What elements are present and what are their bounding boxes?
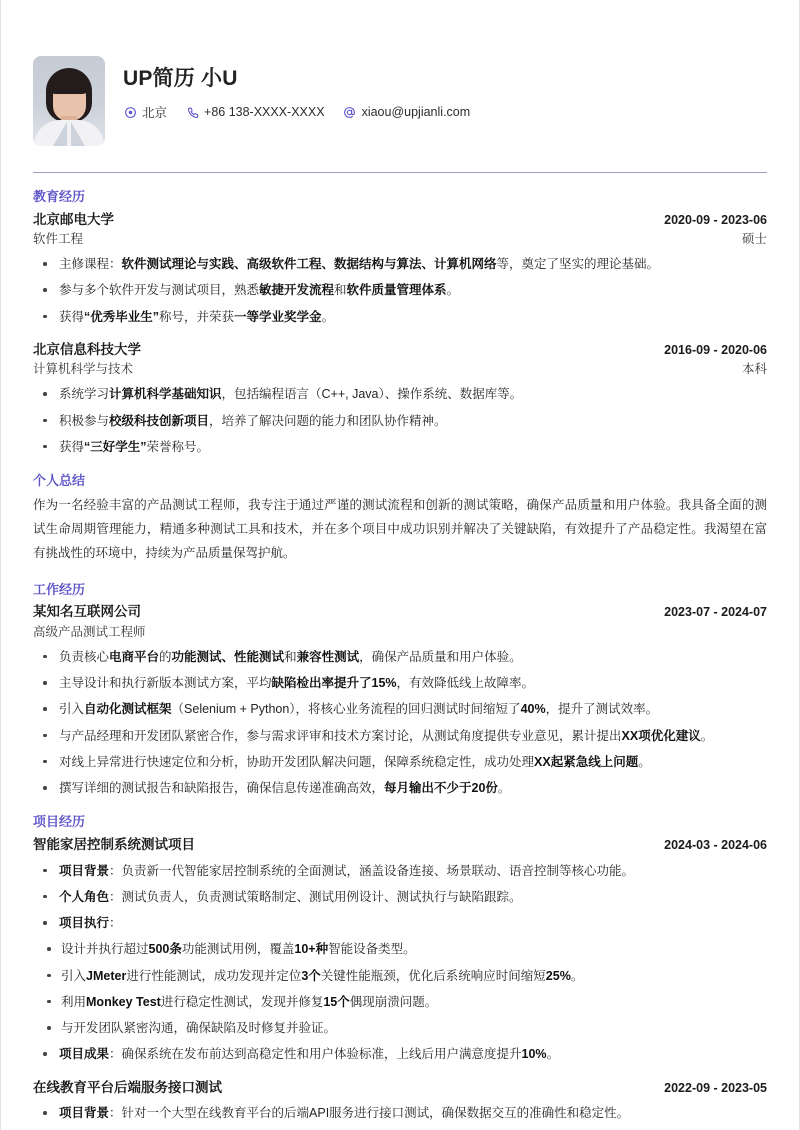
education-entry-subheader [33, 359, 767, 379]
education-major: 软件工程 [33, 232, 84, 247]
education-entry [33, 339, 767, 457]
avatar-collar-left [53, 122, 67, 146]
project-bullets [33, 861, 767, 934]
project-entry-header [33, 1077, 767, 1099]
header-text-block [123, 56, 488, 121]
work-entry-header [33, 601, 767, 623]
page-title: UP简历 小U [123, 67, 238, 90]
avatar-body [34, 120, 104, 146]
section-projects [33, 812, 767, 1123]
list-item: 项目背景：负责新一代智能家居控制系统的全面测试，涵盖设备连接、场景联动、语音控制等核心功能。 [33, 861, 767, 881]
section-title-education: 教育经历 [33, 189, 86, 204]
project-outcome-bullets [33, 1044, 767, 1064]
location-pin-icon [123, 105, 137, 119]
section-title-summary: 个人总结 [33, 473, 86, 489]
contact-email [343, 105, 471, 119]
education-entry-header [33, 209, 767, 231]
project-name: 智能家居控制系统测试项目 [33, 836, 195, 852]
contact-location [123, 103, 167, 121]
section-work [33, 580, 767, 799]
list-item: 引入自动化测试框架（Selenium + Python），将核心业务流程的回归测试时间缩短了40%，提升了测试效率。 [33, 699, 767, 719]
education-school: 北京信息科技大学 [33, 341, 141, 357]
resume-header [33, 0, 767, 146]
education-bullets [33, 384, 767, 457]
list-item: 利用Monkey Test进行稳定性测试，发现并修复15个偶现崩溃问题。 [33, 992, 767, 1012]
education-degree: 硕士 [741, 232, 767, 247]
avatar [33, 56, 105, 146]
section-education [33, 187, 767, 457]
work-date: 2023-07 - 2024-07 [664, 605, 767, 620]
education-bullets [33, 254, 767, 327]
list-item: 个人角色：测试负责人，负责测试策略制定、测试用例设计、测试执行与缺陷跟踪。 [33, 887, 767, 907]
project-entry [33, 834, 767, 1065]
contact-phone [185, 105, 325, 119]
education-date: 2016-09 - 2020-06 [664, 342, 767, 357]
list-item: 设计并执行超过500条功能测试用例，覆盖10+种智能设备类型。 [33, 939, 767, 959]
work-bullets [33, 647, 767, 799]
project-date: 2024-03 - 2024-06 [664, 837, 767, 852]
project-date: 2022-09 - 2023-05 [664, 1080, 767, 1095]
phone-icon [185, 105, 199, 119]
list-item: 参与多个软件开发与测试项目，熟悉敏捷开发流程和软件质量管理体系。 [33, 280, 767, 300]
work-role: 高级产品测试工程师 [33, 624, 146, 639]
work-entry [33, 601, 767, 798]
section-title-work: 工作经历 [33, 581, 86, 597]
summary-text: 作为一名经验丰富的产品测试工程师，我专注于通过严谨的测试流程和创新的测试策略，确保产品质量和用户体验。我具备全面的测试生命周期管理能力，精通多种测试工具和技术，并在多个项目中成功识别并解决了关键缺陷，有效提升了产品稳定性。我渴望在富有挑战性的环境中，持续为产品质量保驾护航。 [33, 497, 767, 561]
list-item: 获得“优秀毕业生”称号，并荣获一等学业奖学金。 [33, 307, 767, 327]
list-item: 项目执行： [33, 913, 767, 933]
education-entry-subheader [33, 229, 767, 249]
education-major: 计算机科学与技术 [33, 362, 134, 377]
list-item: 负责核心电商平台的功能测试、性能测试和兼容性测试，确保产品质量和用户体验。 [33, 647, 767, 667]
project-entry [33, 1077, 767, 1124]
list-item: 对线上异常进行快速定位和分析，协助开发团队解决问题，保障系统稳定性，成功处理XX起紧急线上问题。 [33, 752, 767, 772]
contact-list [123, 103, 488, 121]
education-degree: 本科 [741, 362, 767, 377]
contact-location-value: 北京 [142, 106, 168, 121]
project-entry-header [33, 834, 767, 856]
avatar-fringe [48, 74, 90, 94]
list-item: 主修课程：软件测试理论与实践、高级软件工程、数据结构与算法、计算机网络等，奠定了坚实的理论基础。 [33, 254, 767, 274]
education-date: 2020-09 - 2023-06 [664, 212, 767, 227]
avatar-collar-right [71, 122, 85, 146]
list-item: 积极参与校级科技创新项目，培养了解决问题的能力和团队协作精神。 [33, 411, 767, 431]
project-name: 在线教育平台后端服务接口测试 [33, 1079, 222, 1095]
list-item: 项目背景：针对一个大型在线教育平台的后端API服务进行接口测试，确保数据交互的准确性和稳定性。 [33, 1103, 767, 1123]
list-item: 主导设计和执行新版本测试方案，平均缺陷检出率提升了15%，有效降低线上故障率。 [33, 673, 767, 693]
list-item: 引入JMeter进行性能测试，成功发现并定位3个关键性能瓶颈，优化后系统响应时间缩短25%。 [33, 966, 767, 986]
education-entry-header [33, 339, 767, 361]
section-title-projects: 项目经历 [33, 814, 86, 830]
list-item: 与产品经理和开发团队紧密合作，参与需求评审和技术方案讨论，从测试角度提供专业意见，累计提出XX项优化建议。 [33, 726, 767, 746]
at-sign-icon [343, 105, 357, 119]
list-item: 系统学习计算机科学基础知识，包括编程语言（C++, Java）、操作系统、数据库等。 [33, 384, 767, 404]
project-sub-bullets [33, 939, 767, 1038]
work-company: 某知名互联网公司 [33, 604, 141, 620]
list-item: 与开发团队紧密沟通，确保缺陷及时修复并验证。 [33, 1018, 767, 1038]
list-item: 项目成果：确保系统在发布前达到高稳定性和用户体验标准，上线后用户满意度提升10%。 [33, 1044, 767, 1064]
work-entry-subheader [33, 622, 767, 642]
project-bullets [33, 1103, 767, 1123]
contact-phone-value: +86 138-XXXX-XXXX [204, 105, 325, 120]
list-item: 获得“三好学生”荣誉称号。 [33, 437, 767, 457]
list-item: 撰写详细的测试报告和缺陷报告，确保信息传递准确高效，每月输出不少于20份。 [33, 778, 767, 798]
section-summary [33, 471, 767, 566]
education-school: 北京邮电大学 [33, 211, 114, 227]
education-entry [33, 209, 767, 327]
header-divider [33, 172, 767, 173]
contact-email-value: xiaou@upjianli.com [361, 105, 471, 120]
